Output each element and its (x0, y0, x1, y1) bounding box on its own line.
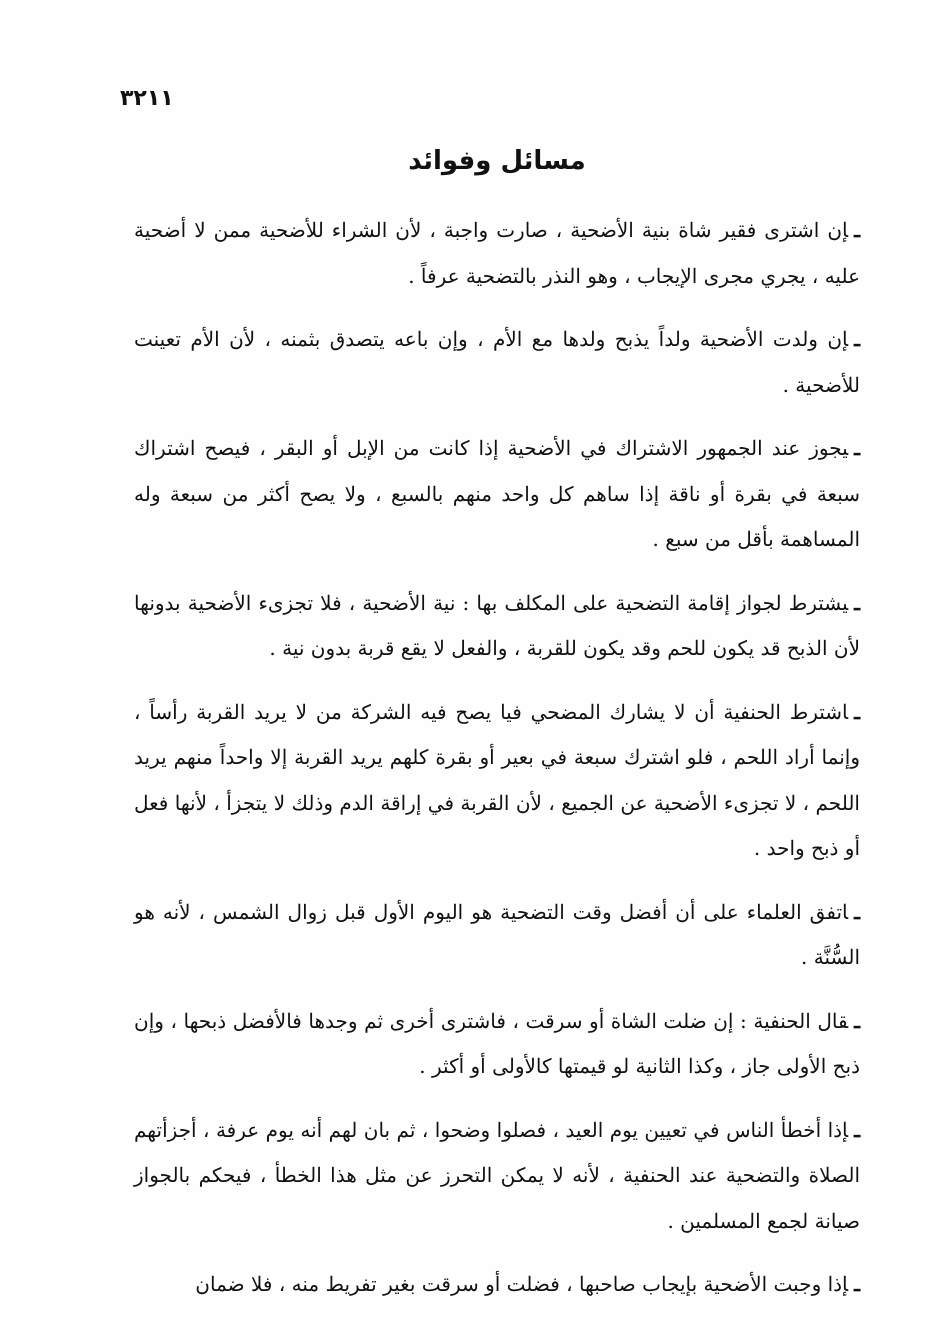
bullet-dash: ـ (854, 590, 860, 615)
paragraph-text: اتفق العلماء على أن أفضل وقت التضحية هو اليوم الأول قبل زوال الشمس ، لأنه هو السُّنَّة . (134, 899, 860, 969)
paragraph (134, 1262, 860, 1308)
paragraph-text: اشترط الحنفية أن لا يشارك المضحي فيا يصح فيه الشركة من لا يريد القربة رأساً ، وإنما أراد اللحم ، فلو اشترك سبعة في بعير أو بقرة كلهم يريد القربة إلا واحداً منهم يريد اللحم ، لا تجزىء الأضحية عن الجميع ، لأن القربة في إراقة الدم وذلك لا يتجزأ ، لأنها فعل أو ذبح واحد . (134, 699, 860, 860)
page-number: ٣٢١١ (120, 86, 174, 111)
paragraph (134, 690, 860, 872)
bullet-dash: ـ (854, 1117, 860, 1142)
paragraph (134, 208, 860, 299)
bullet-dash: ـ (854, 218, 860, 242)
bullet-dash: ـ (854, 1272, 860, 1296)
bullet-dash: ـ (854, 327, 860, 351)
paragraph-text: قال الحنفية : إن ضلت الشاة أو سرقت ، فاشترى أخرى ثم وجدها فالأفضل ذبحها ، وإن ذبح الأولى جاز ، وكذا الثانية لو قيمتها كالأولى أو أكثر . (134, 1008, 860, 1078)
bullet-dash: ـ (854, 699, 860, 724)
paragraph (134, 317, 860, 408)
section-title: مسائل وفوائد (408, 146, 586, 176)
paragraph (134, 581, 860, 672)
paragraph (134, 426, 860, 563)
paragraph (134, 890, 860, 981)
section-body (134, 208, 860, 1326)
paragraph-text: إذا وجبت الأضحية بإيجاب صاحبها ، فضلت أو سرقت بغير تفريط منه ، فلا ضمان (195, 1272, 849, 1296)
paragraph-text: يجوز عند الجمهور الاشتراك في الأضحية إذا كانت من الإبل أو البقر ، فيصح اشتراك سبعة في بقرة أو ناقة إذا ساهم كل واحد منهم بالسبع ، ولا يصح أكثر من سبعة وله المساهمة بأقل من سبع . (134, 436, 860, 551)
paragraph (134, 1108, 860, 1245)
bullet-dash: ـ (854, 1008, 860, 1033)
paragraph (134, 999, 860, 1090)
paragraph-text: إن ولدت الأضحية ولداً يذبح ولدها مع الأم ، وإن باعه يتصدق بثمنه ، لأن الأم تعينت للأضحية . (134, 327, 860, 397)
paragraph-text: يشترط لجواز إقامة التضحية على المكلف بها : نية الأضحية ، فلا تجزىء الأضحية بدونها لأن الذبح قد يكون للحم وقد يكون للقربة ، والفعل لا يقع قربة بدون نية . (134, 590, 860, 660)
paragraph-text: إذا أخطأ الناس في تعيين يوم العيد ، فصلوا وضحوا ، ثم بان لهم أنه يوم عرفة ، أجزأتهم الصلاة والتضحية عند الحنفية ، لأنه لا يمكن التحرز عن مثل هذا الخطأ ، فيحكم بالجواز صيانة لجمع المسلمين . (134, 1117, 861, 1233)
bullet-dash: ـ (854, 899, 860, 924)
bullet-dash: ـ (854, 436, 860, 460)
paragraph-text: إن اشترى فقير شاة بنية الأضحية ، صارت واجبة ، لأن الشراء للأضحية ممن لا أضحية عليه ، يجري مجرى الإيجاب ، وهو النذر بالتضحية عرفاً . (134, 218, 860, 288)
